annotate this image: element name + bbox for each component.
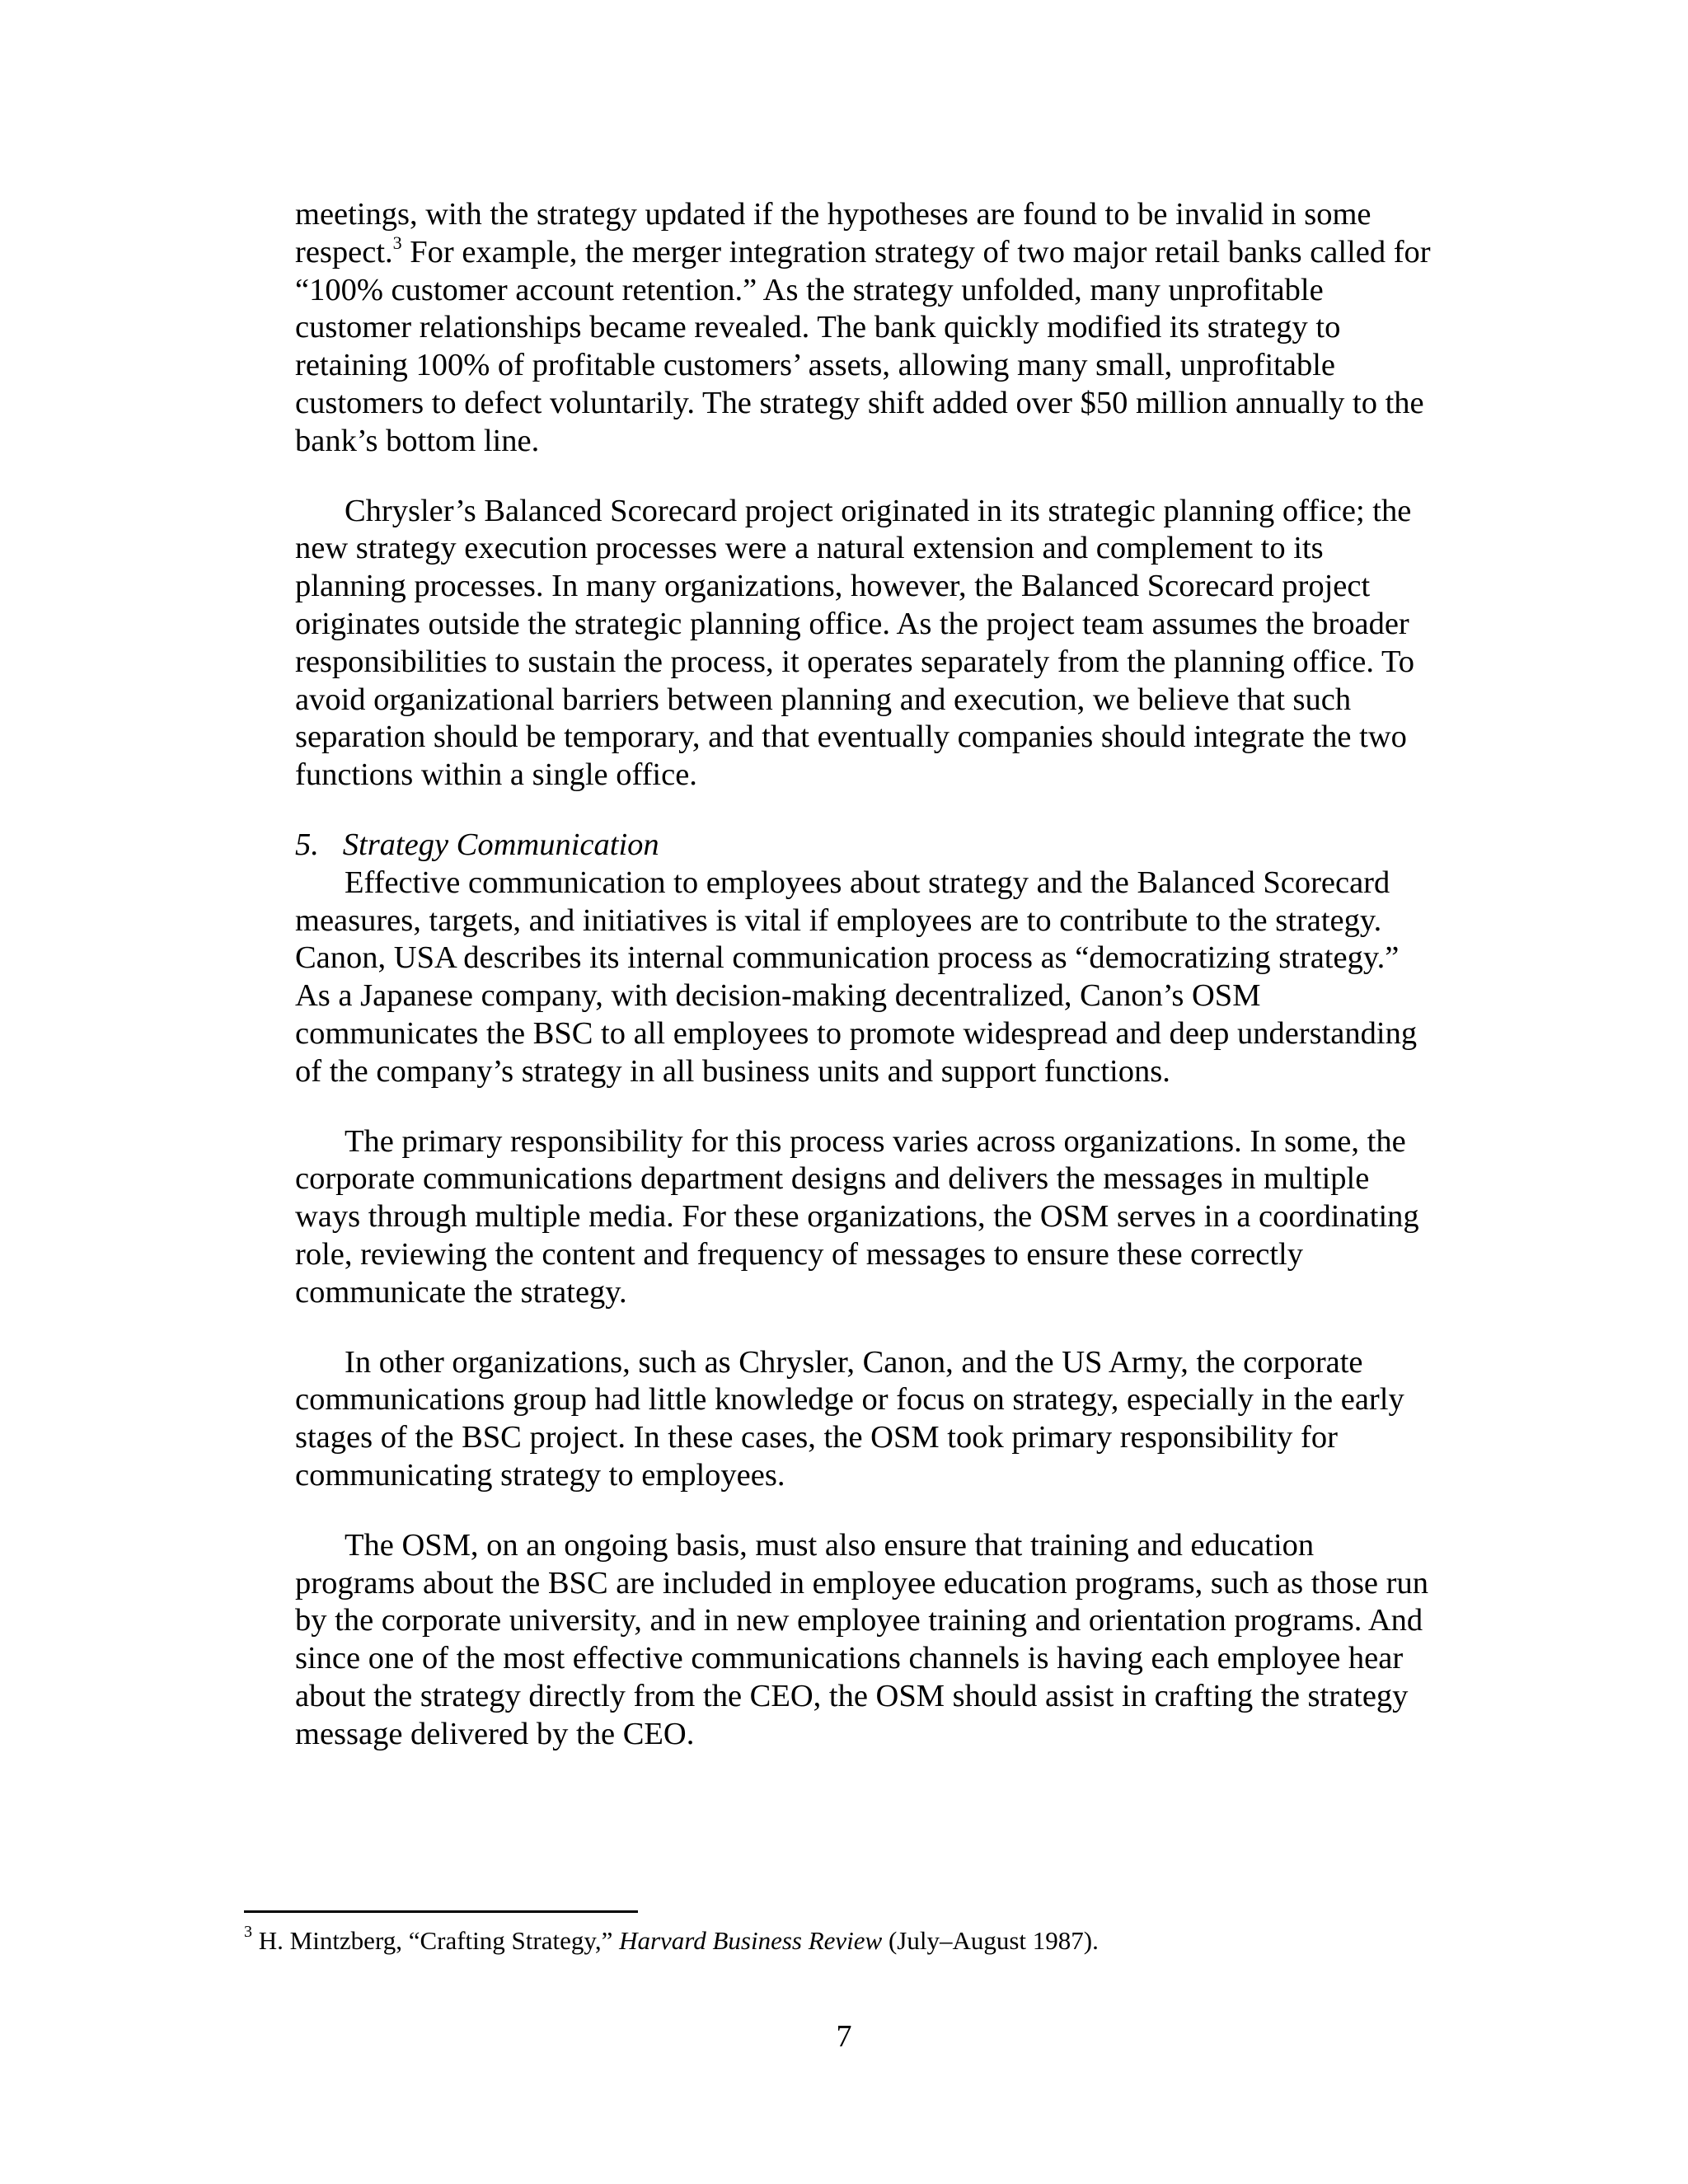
paragraph-4: The primary responsibility for this process varies across organizations. In some, the corporate communications department designs and delivers the messages in multiple ways through multiple media. For these organizations, the OSM serves in a coordinating role, reviewing the content and frequency of messages to ensure these correctly communicate the strategy. xyxy=(295,1123,1419,1310)
paragraph-2: Chrysler’s Balanced Scorecard project originated in its strategic planning office; the new strategy execution processes were a natural extension and complement to its planning processes. In many organizations, however, the Balanced Scorecard project originates outside the strategic planning office. As the project team assumes the broader responsibilities to sustain the process, it operates separately from the planning office. To avoid organizational barriers between planning and execution, we believe that such separation should be temporary, and that eventually companies should integrate the two functions within a single office. xyxy=(295,493,1415,793)
page-number: 7 xyxy=(836,2019,852,2054)
body-text xyxy=(295,196,1434,1753)
paragraph-5: In other organizations, such as Chrysler, Canon, and the US Army, the corporate communications group had little knowledge or focus on strategy, especially in the early stages of the BSC project. In these cases, the OSM took primary responsibility for communicating strategy to employees. xyxy=(295,1344,1404,1493)
footnote-text-start: H. Mintzberg, “Crafting Strategy,” xyxy=(252,1926,620,1955)
footnote-reference-3[interactable]: 3 xyxy=(392,232,402,253)
paragraph-6: The OSM, on an ongoing basis, must also ensure that training and education programs about the BSC are included in employee education programs, such as those run by the corporate university, and in new employee training and orientation programs. And since one of the most effective communications channels is having each employee hear about the strategy directly from the CEO, the OSM should assist in crafting the strategy message delivered by the CEO. xyxy=(295,1527,1428,1751)
footnote-journal-title: Harvard Business Review xyxy=(619,1926,883,1955)
footnote-3 xyxy=(244,1922,1439,1957)
paragraph-3: Effective communication to employees about strategy and the Balanced Scorecard measures, targets, and initiatives is vital if employees are to contribute to the strategy. Canon, USA describes its internal communication process as “democratizing strategy.” As a Japanese company, with decision-making decentralized, Canon’s OSM communicates the BSC to all employees to promote widespread and deep understanding of the company’s strategy in all business units and support functions. xyxy=(295,865,1418,1089)
paragraph-1-text-start: meetings, with the strategy updated if the hypotheses are found to be invalid in some respect. xyxy=(295,197,1372,269)
paragraph-1 xyxy=(295,196,1434,461)
footnote-number: 3 xyxy=(244,1922,252,1941)
footnote-separator xyxy=(244,1910,638,1913)
footnote-text-end: (July–August 1987). xyxy=(882,1926,1099,1955)
section-heading-strategy-communication: 5. Strategy Communication xyxy=(295,827,659,862)
paragraph-1-text-end: For example, the merger integration strategy of two major retail banks called for “100% customer account retention.” As the strategy unfolded, many unprofitable customer relationships became revealed. The bank quickly modified its strategy to retaining 100% of profitable customers’ assets, allowing many small, unprofitable customers to defect voluntarily. The strategy shift added over $50 million annually to the bank’s bottom line. xyxy=(295,234,1431,458)
